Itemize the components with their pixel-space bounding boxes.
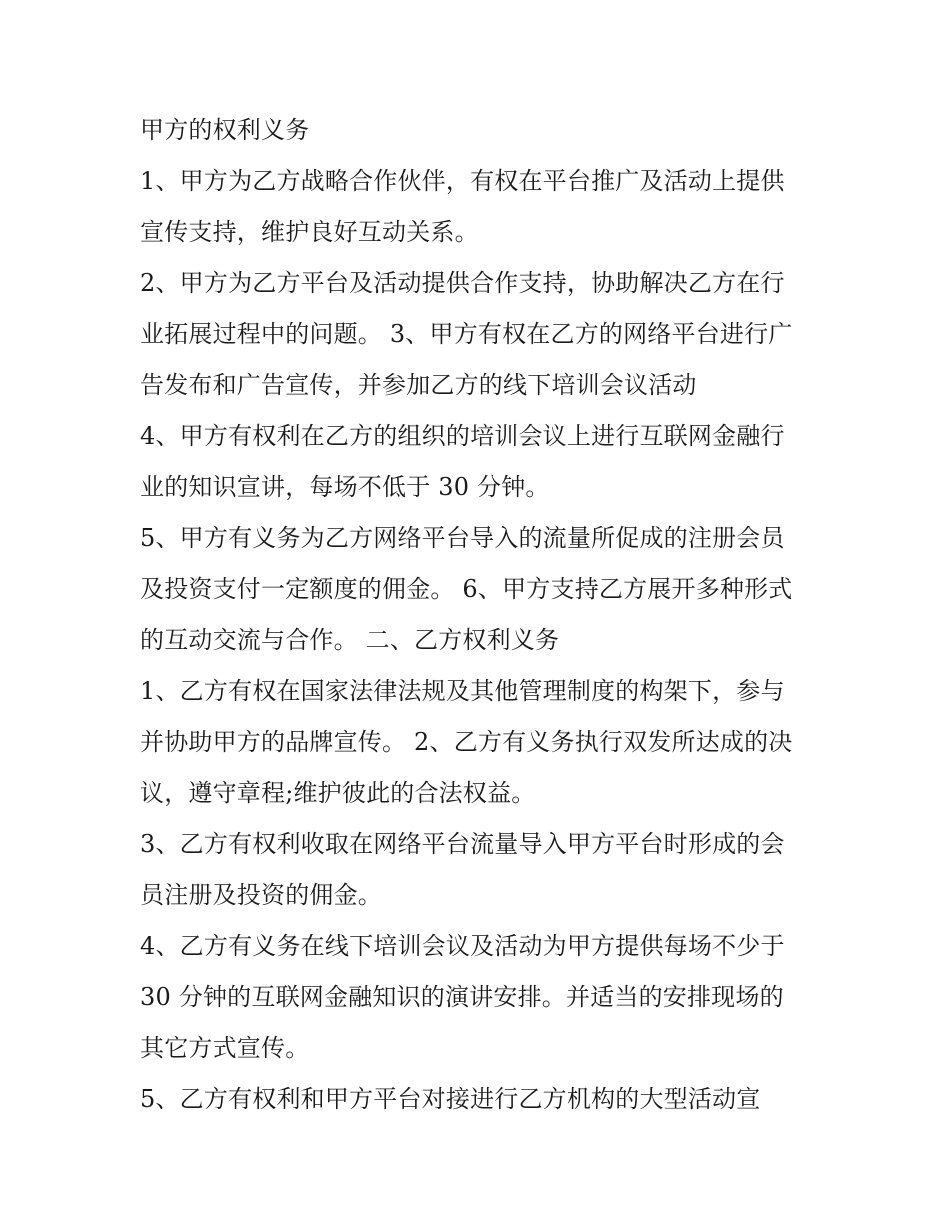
text-line: 宣传支持，维护良好互动关系。 — [140, 218, 479, 246]
section-heading: 甲方的权利义务 — [140, 116, 310, 144]
text-line: 30 分钟的互联网金融知识的演讲安排。并适当的安排现场的 — [140, 983, 784, 1011]
text-line: 5、乙方有权利和甲方平台对接进行乙方机构的大型活动宣 — [140, 1085, 761, 1113]
text-line: 业拓展过程中的问题。 3、甲方有权在乙方的网络平台进行广 — [140, 320, 793, 348]
text-line: 1、乙方有权在国家法律法规及其他管理制度的构架下，参与 — [140, 677, 785, 705]
text-line: 及投资支付一定额度的佣金。 6、甲方支持乙方展开多种形式 — [140, 575, 793, 603]
text-line: 1、甲方为乙方战略合作伙伴，有权在平台推广及活动上提供 — [140, 167, 785, 195]
text-line: 其它方式宣传。 — [140, 1034, 310, 1062]
text-line: 4、甲方有权利在乙方的组织的培训会议上进行互联网金融行 — [140, 422, 785, 450]
text-line: 并协助甲方的品牌宣传。 2、乙方有义务执行双发所达成的决 — [140, 728, 793, 756]
document-body — [140, 105, 820, 1125]
text-line: 4、乙方有义务在线下培训会议及活动为甲方提供每场不少于 — [140, 932, 785, 960]
text-line: 员注册及投资的佣金。 — [140, 881, 382, 909]
text-line: 告发布和广告宣传，并参加乙方的线下培训会议活动 — [140, 371, 697, 399]
text-line: 3、乙方有权利收取在网络平台流量导入甲方平台时形成的会 — [140, 830, 785, 858]
text-line: 的互动交流与合作。 二、乙方权利义务 — [140, 626, 560, 654]
text-line: 2、甲方为乙方平台及活动提供合作支持，协助解决乙方在行 — [140, 269, 785, 297]
text-line: 5、甲方有义务为乙方网络平台导入的流量所促成的注册会员 — [140, 524, 785, 552]
text-line: 业的知识宣讲，每场不低于 30 分钟。 — [140, 473, 550, 501]
text-line: 议，遵守章程;维护彼此的合法权益。 — [140, 779, 536, 807]
